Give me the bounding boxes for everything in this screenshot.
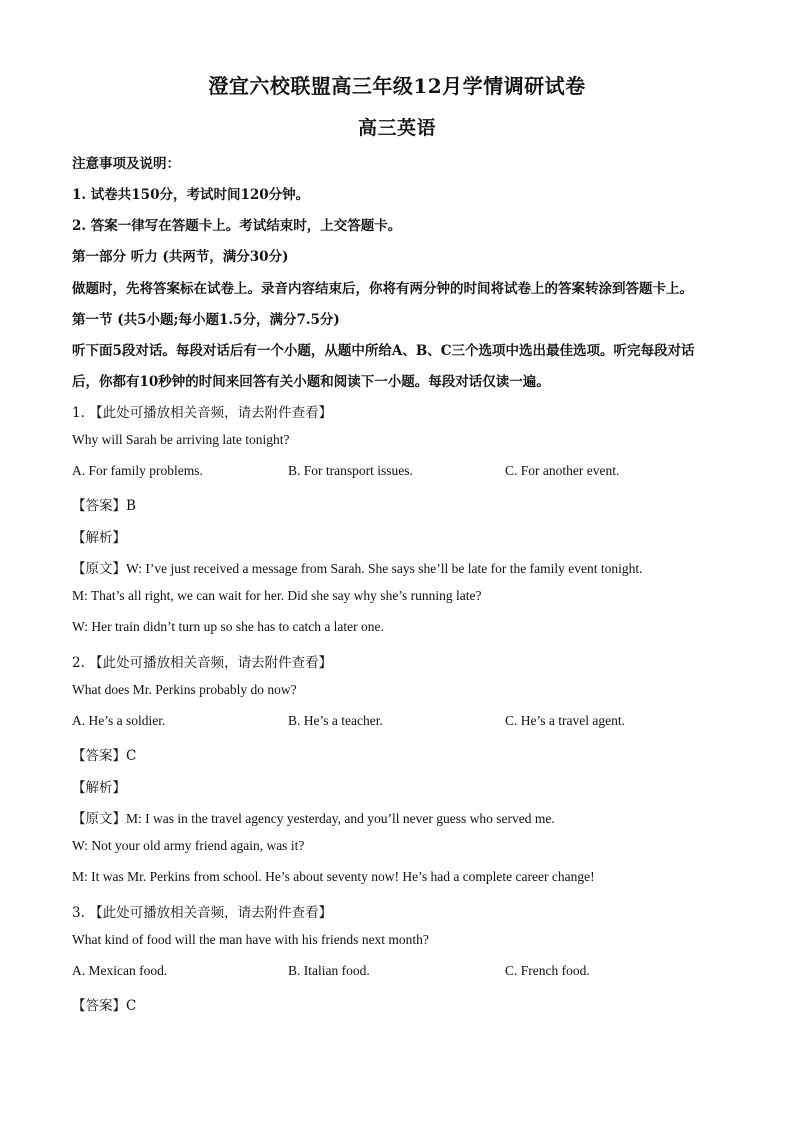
- section1-instruction-line1: 听下面5段对话。每段对话后有一个小题，从题中所给A、B、C三个选项中选出最佳选项。听完每段对话: [72, 343, 695, 359]
- q1-option-b: B. For transport issues.: [288, 463, 413, 478]
- q3-answer: 【答案】C: [72, 998, 137, 1014]
- section1-heading: 第一节 (共5小题;每小题1.5分，满分7.5分): [72, 312, 340, 328]
- q1-script-line1: 【原文】W: I’ve just received a message from Sarah. She says she’ll be late for the family event tonight.: [72, 561, 643, 576]
- q3-option-a: A. Mexican food.: [72, 963, 168, 978]
- q1-script-line3: W: Her train didn’t turn up so she has to catch a later one.: [72, 619, 384, 634]
- q1-answer: 【答案】B: [72, 498, 136, 514]
- q2-script-line1: 【原文】M: I was in the travel agency yesterday, and you’ll never guess who served me.: [72, 811, 555, 826]
- q3-option-b: B. Italian food.: [288, 963, 370, 978]
- part1-instruction: 做题时，先将答案标在试卷上。录音内容结束后，你将有两分钟的时间将试卷上的答案转涂到答题卡上。: [72, 281, 693, 297]
- exam-title: 澄宜六校联盟高三年级12月学情调研试卷: [208, 74, 586, 98]
- notes-item-1: 1. 试卷共150分，考试时间120分钟。: [72, 187, 310, 203]
- notes-heading: 注意事项及说明：: [72, 156, 180, 172]
- q1-option-a: A. For family problems.: [72, 463, 203, 478]
- q3-question: What kind of food will the man have with his friends next month?: [72, 932, 429, 947]
- q3-number: 3. 【此处可播放相关音频，请去附件查看】: [72, 905, 333, 921]
- q2-question: What does Mr. Perkins probably do now?: [72, 682, 297, 697]
- section1-instruction-line2: 后，你都有10秒钟的时间来回答有关小题和阅读下一小题。每段对话仅读一遍。: [72, 374, 550, 390]
- q1-option-c: C. For another event.: [505, 463, 620, 478]
- q1-number: 1. 【此处可播放相关音频，请去附件查看】: [72, 405, 333, 421]
- q2-analysis: 【解析】: [72, 780, 126, 796]
- q2-option-c: C. He’s a travel agent.: [505, 713, 625, 728]
- q2-number: 2. 【此处可播放相关音频，请去附件查看】: [72, 655, 333, 671]
- q2-option-b: B. He’s a teacher.: [288, 713, 383, 728]
- part1-heading: 第一部分 听力 (共两节，满分30分): [72, 249, 289, 265]
- q2-option-a: A. He’s a soldier.: [72, 713, 166, 728]
- q2-answer: 【答案】C: [72, 748, 137, 764]
- q1-script-line2: M: That’s all right, we can wait for her. Did she say why she’s running late?: [72, 588, 482, 603]
- q2-script-line2: W: Not your old army friend again, was it?: [72, 838, 305, 853]
- q3-option-c: C. French food.: [505, 963, 590, 978]
- q1-analysis: 【解析】: [72, 530, 126, 546]
- q1-question: Why will Sarah be arriving late tonight?: [72, 432, 290, 447]
- exam-subtitle: 高三英语: [357, 117, 436, 139]
- notes-item-2: 2. 答案一律写在答题卡上。考试结束时，上交答题卡。: [72, 218, 402, 234]
- q2-script-line3: M: It was Mr. Perkins from school. He’s about seventy now! He’s had a complete career change!: [72, 869, 595, 884]
